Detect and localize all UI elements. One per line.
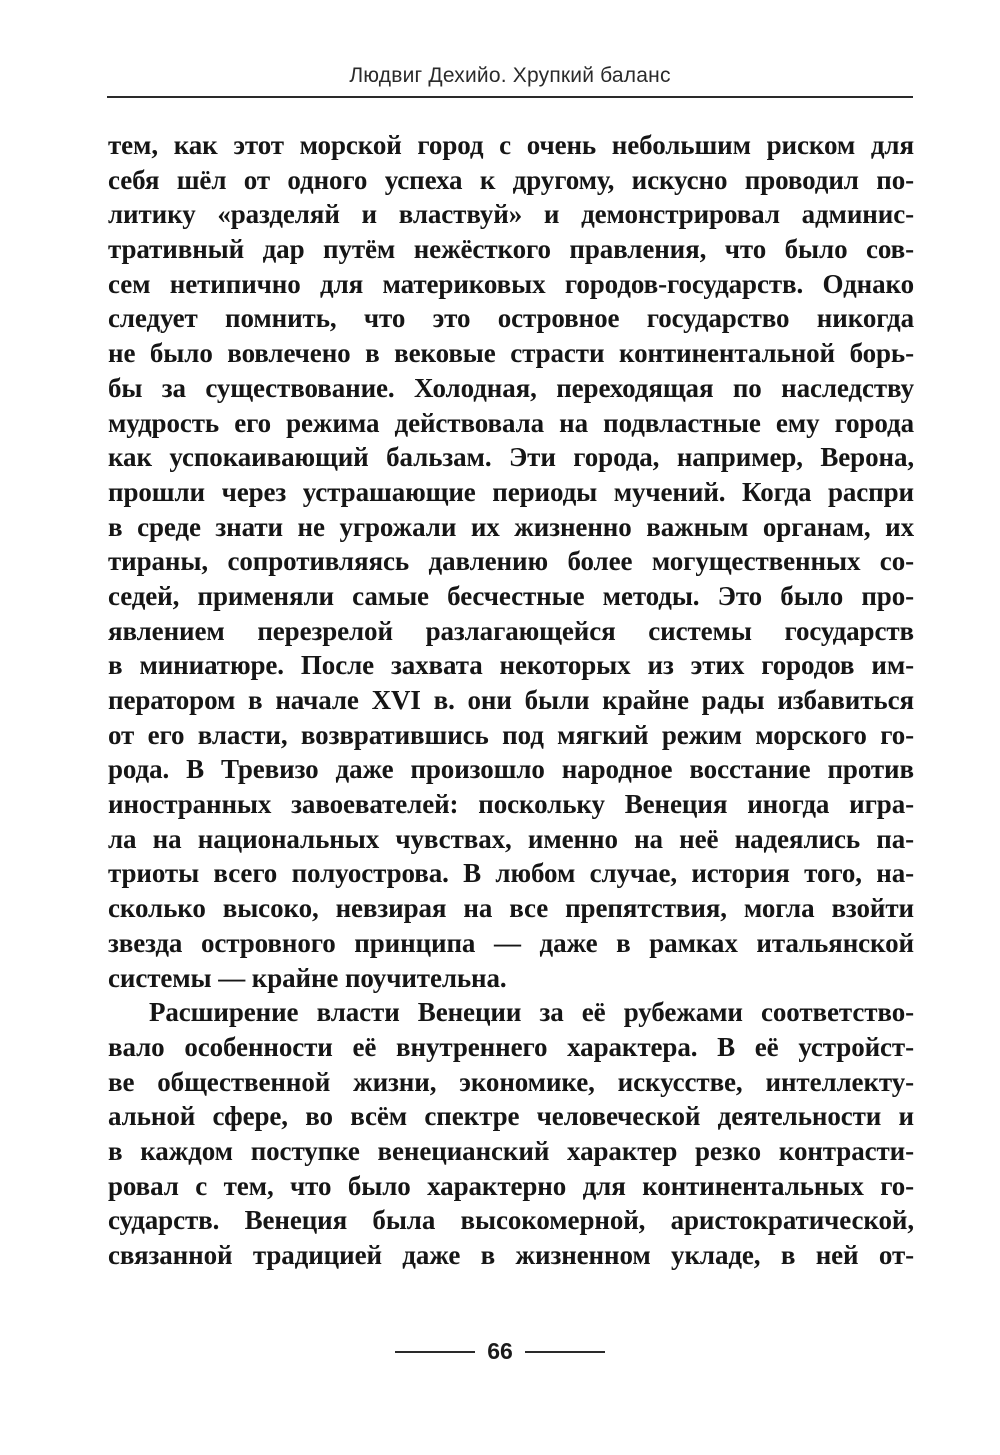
text-line: литику «разделяй и властвуй» и демонстрировал админис- [108,199,914,230]
text-line: ровал с тем, что было характерно для континентальных го- [108,1170,914,1201]
text-line: как успокаивающий бальзам. Эти города, например, Верона, [108,442,914,473]
paragraph-1 [108,128,914,995]
text-line: вало особенности её внутреннего характера. В её устройст- [108,1031,914,1062]
text-line: тираны, сопротивляясь давлению более могущественных со- [108,546,914,577]
text-line: бы за существование. Холодная, переходящая по наследству [108,372,914,403]
text-line: ла на национальных чувствах, именно на неё надеялись па- [108,823,914,854]
text-line: следует помнить, что это островное государство никогда [108,303,914,334]
text-line: явлением перезрелой разлагающейся системы государств [108,615,914,646]
text-line: в каждом поступке венецианский характер резко контрасти- [108,1135,914,1166]
text-line: не было вовлечено в вековые страсти континентальной борь- [108,338,914,369]
text-line: ператором в начале XVI в. они были крайне рады избавиться [108,685,914,715]
text-line: триоты всего полуострова. В любом случае, история того, на- [108,858,914,889]
running-title: Людвиг Дехийо. Хрупкий баланс [349,64,671,87]
text-line: прошли через устрашающие периоды мучений. Когда распри [108,476,914,507]
text-line: мудрость его режима действовала на подвластные ему города [108,407,914,438]
header-rule [107,96,913,98]
paragraph-2 [108,995,914,1273]
text-line: связанной традицией даже в жизненном укладе, в ней от- [108,1240,914,1270]
page-number: 66 [487,1338,513,1364]
footer-rule-right [525,1351,605,1353]
footer-rule-left [395,1351,475,1353]
text-line: сударств. Венеция была высокомерной, аристократической, [108,1205,914,1236]
text-line: седей, применяли самые бесчестные методы. Это было про- [108,580,914,611]
text-line: от его власти, возвратившись под мягкий режим морского го- [108,719,914,750]
text-line: альной сфере, во всём спектре человеческой деятельности и [108,1101,914,1132]
text-line: Расширение власти Венеции за её рубежами соответство- [149,997,914,1028]
text-line: тем, как этот морской город с очень небольшим риском для [108,130,914,160]
text-line: звезда островного принципа — даже в рамках итальянской [108,927,914,958]
text-line: иностранных завоевателей: поскольку Венеция иногда игра- [108,789,914,820]
page-footer [0,1338,1000,1365]
text-line: сколько высоко, невзирая на все препятствия, могла взойти [108,893,914,924]
text-line: ве общественной жизни, экономике, искусстве, интеллекту- [108,1066,914,1097]
text-line: в миниатюре. После захвата некоторых из этих городов им- [108,650,914,681]
text-line: системы — крайне поучительна. [108,962,507,993]
body-text [108,128,914,1273]
text-line: сем нетипично для материковых городов-государств. Однако [108,268,914,299]
text-line: рода. В Тревизо даже произошло народное восстание против [108,754,914,785]
text-line: тративный дар путём нежёсткого правления, что было сов- [108,234,914,265]
text-line: в среде знати не угрожали их жизненно важным органам, их [108,511,914,542]
text-line: себя шёл от одного успеха к другому, искусно проводил по- [108,164,914,195]
